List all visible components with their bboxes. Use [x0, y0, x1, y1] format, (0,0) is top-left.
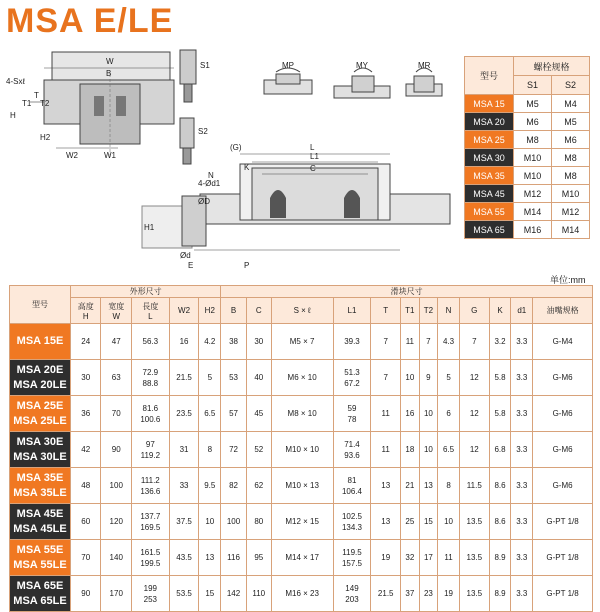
- cell-model: MSA 30E MSA 30LE: [10, 432, 71, 468]
- label-l1: L1: [310, 152, 319, 161]
- cell-t1: 25: [401, 504, 420, 540]
- cell-h: 70: [71, 540, 101, 576]
- cell-w: 47: [101, 324, 131, 360]
- cell-w2: 23.5: [169, 396, 199, 432]
- cell-l: 81.6 100.6: [131, 396, 169, 432]
- cell-t1: 10: [401, 360, 420, 396]
- bolt-cell-s1: M10: [514, 149, 552, 167]
- cell-w: 170: [101, 576, 131, 612]
- cell-h: 36: [71, 396, 101, 432]
- bolt-cell-s2: M5: [552, 113, 590, 131]
- cell-grease: G-PT 1/8: [533, 504, 593, 540]
- cell-d1: 3.3: [511, 396, 533, 432]
- label-b: B: [106, 69, 112, 78]
- cell-model: MSA 45E MSA 45LE: [10, 504, 71, 540]
- cell-h2: 4.2: [199, 324, 221, 360]
- cell-n: 11: [438, 540, 460, 576]
- cell-h: 48: [71, 468, 101, 504]
- cell-l: 199 253: [131, 576, 169, 612]
- cell-l1: 81 106.4: [333, 468, 371, 504]
- cell-l: 72.9 88.8: [131, 360, 169, 396]
- bolt-cell-s2: M4: [552, 95, 590, 113]
- label-h1: H1: [144, 223, 155, 232]
- bolt-cell-model: MSA 30: [465, 149, 514, 167]
- dimension-table-row: [10, 324, 593, 360]
- main-header-t2: T2: [419, 298, 438, 324]
- bolt-header-model: 型号: [465, 57, 514, 95]
- cell-h: 42: [71, 432, 101, 468]
- cell-w: 140: [101, 540, 131, 576]
- bolt-table-row: [465, 131, 590, 149]
- cell-n: 5: [438, 360, 460, 396]
- cell-l1: 51.3 67.2: [333, 360, 371, 396]
- cell-t1: 18: [401, 432, 420, 468]
- label-t: T: [34, 91, 39, 100]
- cell-l1: 39.3: [333, 324, 371, 360]
- cell-sxl: M5 × 7: [271, 324, 333, 360]
- cell-d1: 3.3: [511, 540, 533, 576]
- cell-k: 5.8: [489, 360, 511, 396]
- cell-t2: 7: [419, 324, 438, 360]
- label-c: C: [310, 164, 316, 173]
- cell-d1: 3.3: [511, 324, 533, 360]
- label-w2: W2: [66, 151, 78, 160]
- cell-model: MSA 20E MSA 20LE: [10, 360, 71, 396]
- cell-t2: 13: [419, 468, 438, 504]
- cell-l: 97 119.2: [131, 432, 169, 468]
- cell-sxl: M8 × 10: [271, 396, 333, 432]
- bolt-cell-s2: M10: [552, 185, 590, 203]
- cell-h: 60: [71, 504, 101, 540]
- bolt-cell-s2: M6: [552, 131, 590, 149]
- bolt-header-s2: S2: [552, 76, 590, 95]
- bolt-cell-s1: M5: [514, 95, 552, 113]
- bolt-table-row: [465, 203, 590, 221]
- cell-h: 30: [71, 360, 101, 396]
- cell-t: 19: [371, 540, 401, 576]
- cell-k: 8.9: [489, 540, 511, 576]
- dimension-table-row: [10, 504, 593, 540]
- cell-n: 6.5: [438, 432, 460, 468]
- label-phi-big-d: ØD: [198, 197, 210, 206]
- cell-k: 8.6: [489, 468, 511, 504]
- bolt-table-row: [465, 185, 590, 203]
- bolt-cell-s1: M16: [514, 221, 552, 239]
- cell-model: MSA 15E: [10, 324, 71, 360]
- main-header-block: 滑块尺寸: [221, 286, 593, 298]
- cell-l1: 102.5 134.3: [333, 504, 371, 540]
- cell-model: MSA 65E MSA 65LE: [10, 576, 71, 612]
- cell-b: 100: [221, 504, 247, 540]
- cell-d1: 3.3: [511, 468, 533, 504]
- bolt-cell-model: MSA 25: [465, 131, 514, 149]
- bolt-cell-model: MSA 15: [465, 95, 514, 113]
- label-my: MY: [356, 61, 368, 70]
- bolt-cell-s2: M14: [552, 221, 590, 239]
- cell-l1: 149 203: [333, 576, 371, 612]
- label-s2: S2: [198, 127, 208, 136]
- main-header-k: K: [489, 298, 511, 324]
- side-view-drawing: [140, 138, 460, 273]
- main-header-d1: d1: [511, 298, 533, 324]
- cell-h2: 6.5: [199, 396, 221, 432]
- cell-l1: 71.4 93.6: [333, 432, 371, 468]
- label-4d1: 4-Ød1: [198, 179, 221, 188]
- cell-w: 70: [101, 396, 131, 432]
- cell-t: 11: [371, 432, 401, 468]
- main-header-w2: W2: [169, 298, 199, 324]
- cell-l: 161.5 199.5: [131, 540, 169, 576]
- cell-h2: 13: [199, 540, 221, 576]
- cell-w: 120: [101, 504, 131, 540]
- cell-w2: 21.5: [169, 360, 199, 396]
- cell-w: 63: [101, 360, 131, 396]
- label-h: H: [10, 111, 16, 120]
- bolt-cell-s2: M8: [552, 149, 590, 167]
- cell-grease: G-M4: [533, 324, 593, 360]
- main-header-g: G: [459, 298, 489, 324]
- cell-grease: G-M6: [533, 468, 593, 504]
- main-header-t: T: [371, 298, 401, 324]
- cell-grease: G-M6: [533, 396, 593, 432]
- bolt-header-spec: 螺栓规格: [514, 57, 590, 76]
- cell-t2: 9: [419, 360, 438, 396]
- label-t1: T1: [22, 99, 32, 108]
- label-h2: H2: [40, 133, 51, 142]
- cell-b: 72: [221, 432, 247, 468]
- cell-d1: 3.3: [511, 576, 533, 612]
- cell-b: 142: [221, 576, 247, 612]
- cell-t: 13: [371, 504, 401, 540]
- cell-t1: 21: [401, 468, 420, 504]
- bolt-cell-model: MSA 55: [465, 203, 514, 221]
- cell-g: 11.5: [459, 468, 489, 504]
- cell-grease: G-PT 1/8: [533, 576, 593, 612]
- main-header-w: 宽度 W: [101, 298, 131, 324]
- bolt-table-row: [465, 167, 590, 185]
- cell-d1: 3.3: [511, 360, 533, 396]
- dimension-table-row: [10, 576, 593, 612]
- cell-h: 24: [71, 324, 101, 360]
- cell-k: 3.2: [489, 324, 511, 360]
- bolt-cell-s1: M14: [514, 203, 552, 221]
- cell-grease: G-PT 1/8: [533, 540, 593, 576]
- bolt-table-row: [465, 149, 590, 167]
- main-header-h2: H2: [199, 298, 221, 324]
- cell-w2: 37.5: [169, 504, 199, 540]
- cell-c: 80: [246, 504, 271, 540]
- cell-w: 100: [101, 468, 131, 504]
- cell-g: 12: [459, 396, 489, 432]
- label-w: W: [106, 57, 114, 66]
- cell-n: 6: [438, 396, 460, 432]
- main-header-t1: T1: [401, 298, 420, 324]
- bolt-cell-model: MSA 35: [465, 167, 514, 185]
- cell-k: 5.8: [489, 396, 511, 432]
- bolt-header-s1: S1: [514, 76, 552, 95]
- cell-t: 21.5: [371, 576, 401, 612]
- main-header-b: B: [221, 298, 247, 324]
- cell-n: 10: [438, 504, 460, 540]
- label-g: (G): [230, 143, 242, 152]
- main-header-n: N: [438, 298, 460, 324]
- cell-b: 38: [221, 324, 247, 360]
- cell-b: 116: [221, 540, 247, 576]
- cell-sxl: M16 × 23: [271, 576, 333, 612]
- bolt-cell-model: MSA 65: [465, 221, 514, 239]
- cell-k: 8.6: [489, 504, 511, 540]
- cell-h2: 8: [199, 432, 221, 468]
- bolt-table-row: [465, 221, 590, 239]
- moment-diagrams: [256, 60, 452, 116]
- cell-model: MSA 35E MSA 35LE: [10, 468, 71, 504]
- cell-t2: 15: [419, 504, 438, 540]
- cell-g: 12: [459, 432, 489, 468]
- cell-w: 90: [101, 432, 131, 468]
- cell-grease: G-M6: [533, 360, 593, 396]
- cell-n: 4.3: [438, 324, 460, 360]
- cell-l1: 59 78: [333, 396, 371, 432]
- cell-w2: 53.5: [169, 576, 199, 612]
- cell-t1: 32: [401, 540, 420, 576]
- label-w1: W1: [104, 151, 116, 160]
- cell-t2: 10: [419, 396, 438, 432]
- cell-c: 52: [246, 432, 271, 468]
- cell-g: 13.5: [459, 576, 489, 612]
- cell-h2: 5: [199, 360, 221, 396]
- dimension-table-row: [10, 468, 593, 504]
- cell-sxl: M10 × 13: [271, 468, 333, 504]
- cell-g: 7: [459, 324, 489, 360]
- cell-g: 12: [459, 360, 489, 396]
- cell-l: 111.2 136.6: [131, 468, 169, 504]
- label-e: E: [188, 261, 194, 270]
- cell-g: 13.5: [459, 540, 489, 576]
- label-mp: MP: [282, 61, 294, 70]
- cell-h2: 10: [199, 504, 221, 540]
- cell-l: 137.7 169.5: [131, 504, 169, 540]
- cell-n: 8: [438, 468, 460, 504]
- cell-t1: 11: [401, 324, 420, 360]
- dimension-table-row: [10, 396, 593, 432]
- unit-label: 单位:mm: [550, 275, 586, 285]
- label-l: L: [310, 143, 315, 152]
- label-n: N: [208, 171, 214, 180]
- main-header-model: 型号: [10, 286, 71, 324]
- cell-t2: 10: [419, 432, 438, 468]
- label-phi-d: Ød: [180, 251, 191, 260]
- cell-h2: 15: [199, 576, 221, 612]
- dimension-table: [9, 285, 593, 612]
- main-header-c: C: [246, 298, 271, 324]
- cell-t2: 23: [419, 576, 438, 612]
- cell-t: 13: [371, 468, 401, 504]
- cell-b: 82: [221, 468, 247, 504]
- cell-c: 40: [246, 360, 271, 396]
- cell-c: 62: [246, 468, 271, 504]
- cell-model: MSA 55E MSA 55LE: [10, 540, 71, 576]
- cell-w2: 43.5: [169, 540, 199, 576]
- bolt-table-row: [465, 95, 590, 113]
- cell-t1: 37: [401, 576, 420, 612]
- main-header-outer: 外形尺寸: [71, 286, 221, 298]
- cell-c: 110: [246, 576, 271, 612]
- cell-sxl: M14 × 17: [271, 540, 333, 576]
- cell-k: 6.8: [489, 432, 511, 468]
- cell-sxl: M10 × 10: [271, 432, 333, 468]
- cell-t1: 16: [401, 396, 420, 432]
- bolt-cell-s1: M10: [514, 167, 552, 185]
- label-p: P: [244, 261, 250, 270]
- cell-c: 30: [246, 324, 271, 360]
- cell-g: 13.5: [459, 504, 489, 540]
- cell-t: 11: [371, 396, 401, 432]
- cell-d1: 3.3: [511, 504, 533, 540]
- cell-b: 53: [221, 360, 247, 396]
- main-header-grease: 油嘴规格: [533, 298, 593, 324]
- main-header-l: 長度 L: [131, 298, 169, 324]
- bolt-cell-s1: M12: [514, 185, 552, 203]
- bolt-cell-s2: M8: [552, 167, 590, 185]
- cell-c: 95: [246, 540, 271, 576]
- label-t2: T2: [40, 99, 50, 108]
- cell-l: 56.3: [131, 324, 169, 360]
- cell-t2: 17: [419, 540, 438, 576]
- label-s1: S1: [200, 61, 210, 70]
- cell-sxl: M12 × 15: [271, 504, 333, 540]
- dimension-table-row: [10, 540, 593, 576]
- cell-n: 19: [438, 576, 460, 612]
- main-header-l1: L1: [333, 298, 371, 324]
- main-header-sxl: S × ℓ: [271, 298, 333, 324]
- dimension-table-row: [10, 432, 593, 468]
- main-header-h: 高度 H: [71, 298, 101, 324]
- label-4sx: 4-Sxℓ: [6, 77, 26, 86]
- cell-c: 45: [246, 396, 271, 432]
- bolt-table-row: [465, 113, 590, 131]
- bolt-cell-model: MSA 20: [465, 113, 514, 131]
- page-title: MSA E/LE: [6, 2, 174, 40]
- cell-t: 7: [371, 360, 401, 396]
- cell-h2: 9.5: [199, 468, 221, 504]
- cell-sxl: M6 × 10: [271, 360, 333, 396]
- cell-k: 8.9: [489, 576, 511, 612]
- cell-t: 7: [371, 324, 401, 360]
- bolt-cell-s2: M12: [552, 203, 590, 221]
- bolt-spec-table: [464, 56, 590, 239]
- label-mr: MR: [418, 61, 431, 70]
- cell-l1: 119.5 157.5: [333, 540, 371, 576]
- label-k: K: [244, 163, 250, 172]
- cell-model: MSA 25E MSA 25LE: [10, 396, 71, 432]
- cell-w2: 16: [169, 324, 199, 360]
- cell-b: 57: [221, 396, 247, 432]
- cell-w2: 31: [169, 432, 199, 468]
- cell-w2: 33: [169, 468, 199, 504]
- cell-grease: G-M6: [533, 432, 593, 468]
- dimension-table-row: [10, 360, 593, 396]
- bolt-cell-model: MSA 45: [465, 185, 514, 203]
- bolt-cell-s1: M6: [514, 113, 552, 131]
- cell-d1: 3.3: [511, 432, 533, 468]
- cell-h: 90: [71, 576, 101, 612]
- bolt-cell-s1: M8: [514, 131, 552, 149]
